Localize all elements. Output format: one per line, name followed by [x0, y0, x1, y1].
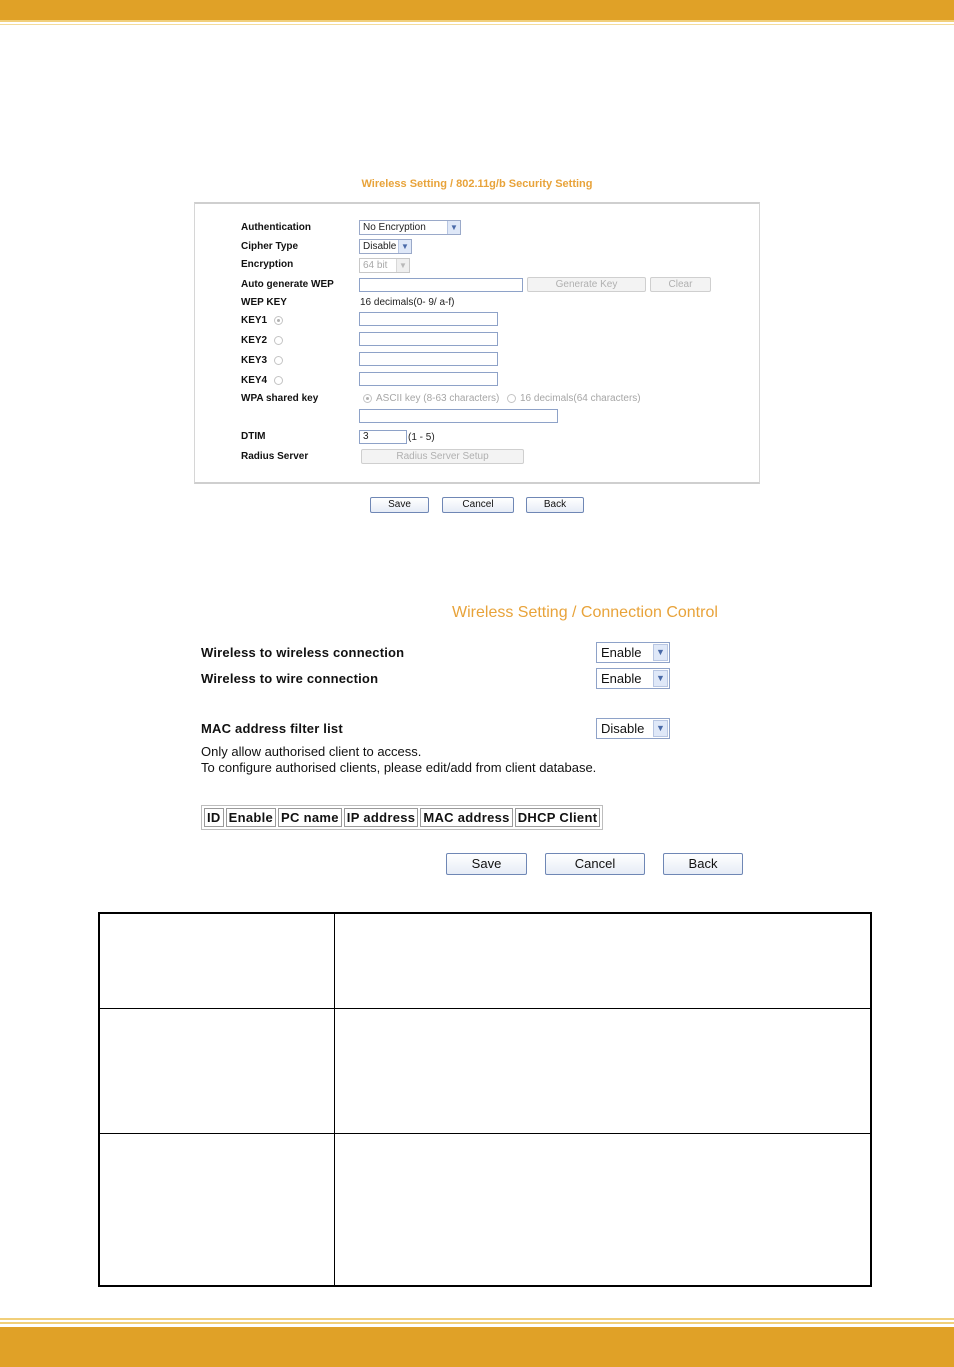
top-band-line [0, 20, 954, 22]
mac-filter-note: Only allow authorised client to access. [201, 744, 422, 759]
wireless-to-wireless-value: Enable [601, 645, 642, 660]
auto-generate-wep-label: Auto generate WEP [241, 279, 334, 290]
key3-label: KEY3 [241, 355, 268, 366]
wpa-ascii-radio[interactable] [363, 394, 372, 403]
connection-control-title: Wireless Setting / Connection Control [452, 604, 718, 621]
back-button[interactable]: Back [663, 853, 743, 875]
wpa-hex-radio[interactable] [507, 394, 516, 403]
wpa-shared-key-input[interactable] [359, 409, 558, 423]
wireless-to-wire-value: Enable [601, 671, 642, 686]
radius-server-setup-button[interactable]: Radius Server Setup [361, 449, 524, 464]
key1-label: KEY1 [241, 315, 268, 326]
column-header-dhcp-client: DHCP Client [515, 808, 601, 827]
key3-input[interactable] [359, 352, 498, 366]
column-header-id: ID [204, 808, 224, 827]
mac-filter-value: Disable [601, 721, 645, 736]
description-table-row-divider [98, 1133, 872, 1134]
cipher-type-select[interactable] [359, 239, 412, 254]
bottom-band-line [0, 1318, 954, 1320]
bottom-band [0, 1327, 954, 1367]
key4-radio[interactable] [274, 376, 283, 385]
dtim-label: DTIM [241, 431, 266, 442]
description-table-row-divider [98, 1008, 872, 1009]
top-band-line [0, 24, 954, 25]
column-header-mac-address: MAC address [420, 808, 512, 827]
auto-generate-wep-input[interactable] [359, 278, 523, 292]
back-button[interactable]: Back [526, 497, 584, 513]
key2-input[interactable] [359, 332, 498, 346]
key1-radio[interactable] [274, 316, 283, 325]
key2-radio[interactable] [274, 336, 283, 345]
chevron-down-icon: ▼ [447, 221, 460, 234]
top-band [0, 0, 954, 20]
description-table [98, 912, 872, 1287]
mac-filter-note: To configure authorised clients, please edit/add from client database. [201, 760, 597, 775]
key4-input[interactable] [359, 372, 498, 386]
cipher-type-value: Disable [363, 241, 397, 252]
authentication-value: No Encryption [363, 222, 426, 233]
column-header-ip-address: IP address [344, 808, 419, 827]
radius-server-label: Radius Server [241, 451, 309, 462]
key1-input[interactable] [359, 312, 498, 326]
wireless-to-wireless-select[interactable] [596, 642, 670, 663]
dtim-input[interactable]: 3 [359, 430, 407, 444]
chevron-down-icon: ▼ [653, 644, 668, 661]
encryption-value: 64 bit [363, 260, 388, 271]
description-table-divider [334, 912, 335, 1287]
wireless-to-wireless-label: Wireless to wireless connection [201, 645, 405, 660]
save-button[interactable]: Save [446, 853, 527, 875]
wpa-hex-option: 16 decimals(64 characters) [520, 393, 641, 404]
generate-key-button[interactable]: Generate Key [527, 277, 646, 292]
cancel-button[interactable]: Cancel [545, 853, 645, 875]
client-table-header-row [204, 808, 600, 827]
key3-radio[interactable] [274, 356, 283, 365]
wpa-shared-key-label: WPA shared key [241, 393, 319, 404]
dtim-range: (1 - 5) [408, 432, 435, 443]
cipher-type-label: Cipher Type [241, 241, 299, 252]
encryption-label: Encryption [241, 259, 294, 270]
security-setting-title: Wireless Setting / 802.11g/b Security Setting [361, 178, 593, 190]
column-header-pc-name: PC name [278, 808, 342, 827]
wep-key-label: WEP KEY [241, 297, 287, 308]
mac-filter-select[interactable] [596, 718, 670, 739]
chevron-down-icon: ▼ [396, 259, 409, 272]
key2-label: KEY2 [241, 335, 268, 346]
encryption-select[interactable] [359, 258, 410, 273]
column-header-enable: Enable [226, 808, 276, 827]
save-button[interactable]: Save [370, 497, 429, 513]
chevron-down-icon: ▼ [398, 240, 411, 253]
chevron-down-icon: ▼ [653, 670, 668, 687]
clear-button[interactable]: Clear [650, 277, 711, 292]
authentication-label: Authentication [241, 222, 311, 233]
client-table [201, 805, 603, 830]
authentication-select[interactable] [359, 220, 461, 235]
cancel-button[interactable]: Cancel [442, 497, 514, 513]
wpa-ascii-option: ASCII key (8-63 characters) [376, 393, 500, 404]
wep-key-hint: 16 decimals(0- 9/ a-f) [360, 297, 455, 308]
bottom-band-line [0, 1322, 954, 1324]
mac-filter-label: MAC address filter list [201, 721, 343, 736]
wireless-to-wire-label: Wireless to wire connection [201, 671, 379, 686]
wireless-to-wire-select[interactable] [596, 668, 670, 689]
key4-label: KEY4 [241, 375, 268, 386]
chevron-down-icon: ▼ [653, 720, 668, 737]
